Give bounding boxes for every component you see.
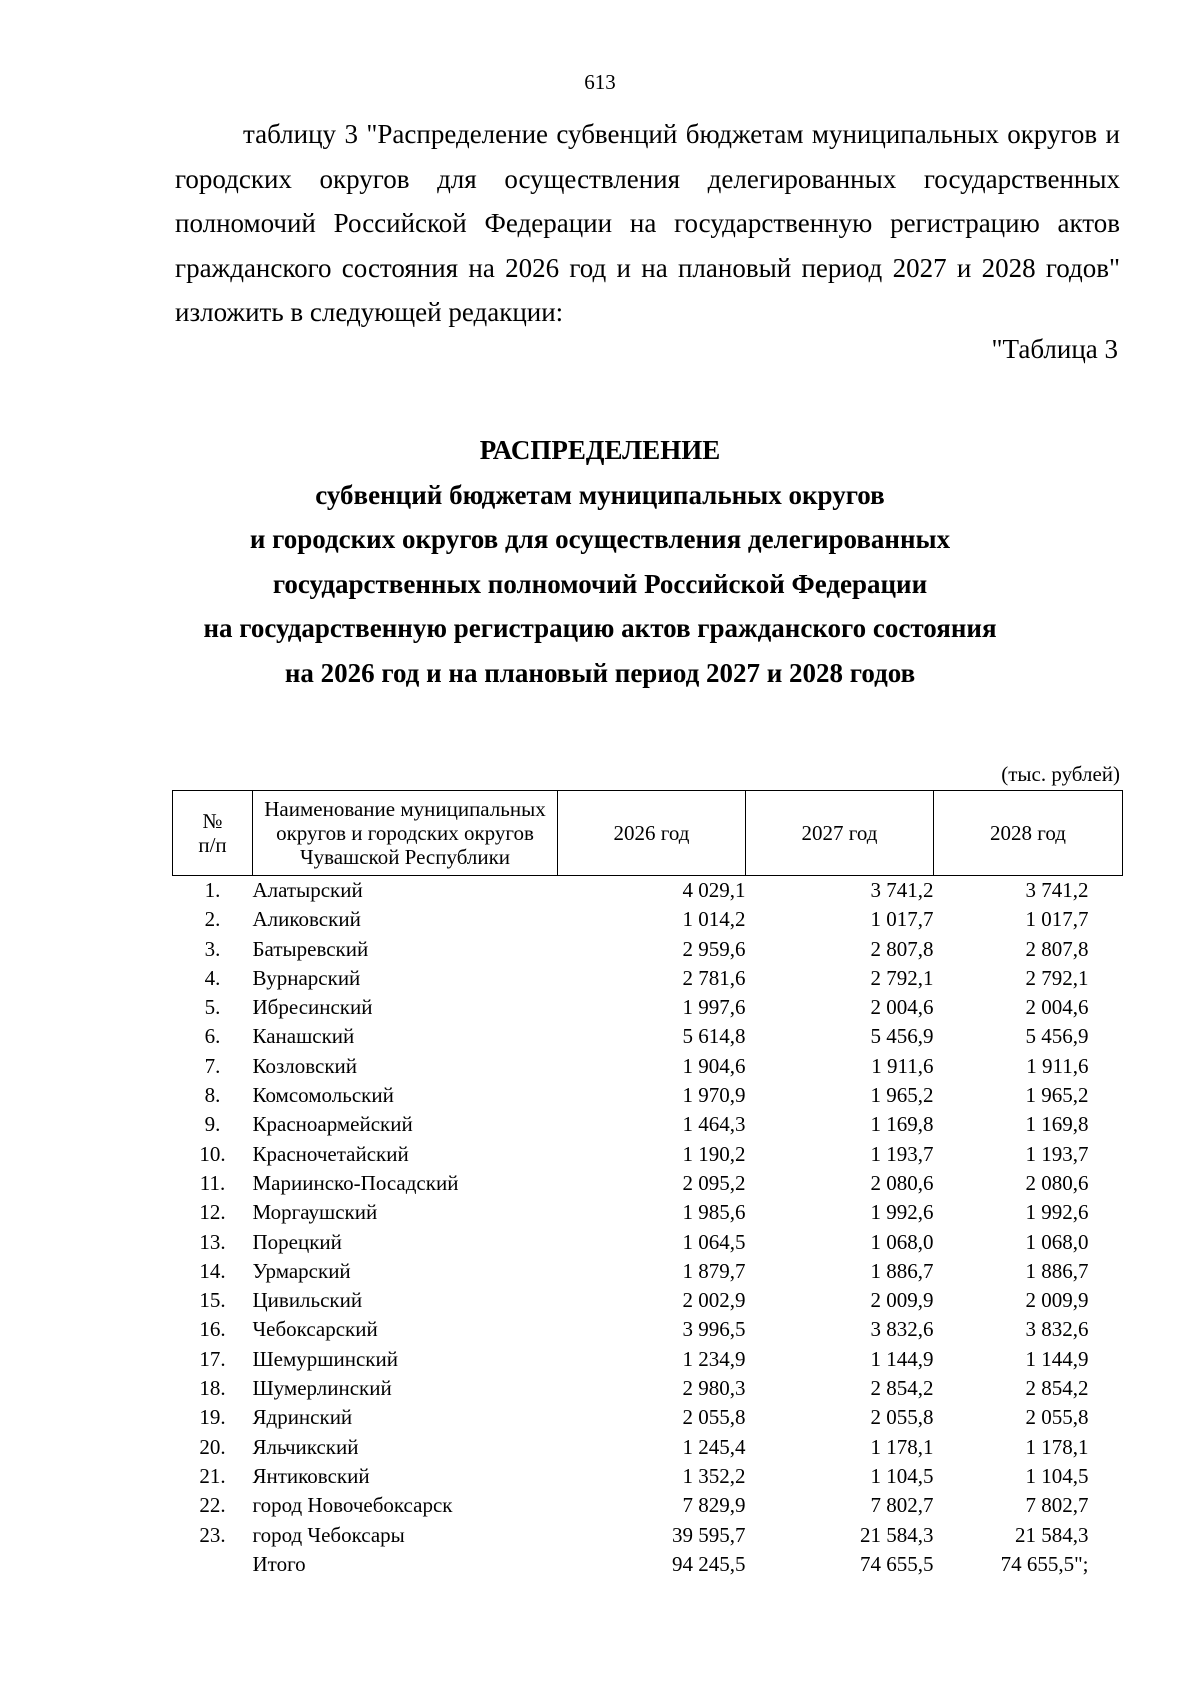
row-number-cell: 19. (199, 1405, 226, 1430)
value-2026-cell: 1 352,2 (682, 1463, 746, 1488)
value-2027-cell: 2 055,8 (870, 1405, 934, 1430)
row-number-cell: 21. (199, 1463, 226, 1488)
value-2026-cell: 1 245,4 (682, 1434, 746, 1459)
value-2028-cell: 1 965,2 (1025, 1083, 1089, 1108)
row-number-cell: 3. (204, 936, 221, 961)
district-name-cell: Ибресинский (252, 995, 373, 1020)
value-2027-cell: 1 992,6 (870, 1200, 934, 1225)
table-row (173, 964, 1123, 993)
value-2028-cell: 3 832,6 (1025, 1317, 1089, 1342)
table-row (173, 1345, 1123, 1374)
table-row (173, 993, 1123, 1022)
value-2026-cell: 39 595,7 (672, 1522, 746, 1547)
value-2028-cell: 1 104,5 (1025, 1463, 1089, 1488)
value-2027-cell: 2 080,6 (870, 1170, 934, 1195)
value-2028-cell: 5 456,9 (1025, 1024, 1089, 1049)
value-2028-cell: 1 886,7 (1025, 1258, 1089, 1283)
table-row (173, 1257, 1123, 1286)
value-2026-cell: 1 190,2 (682, 1141, 746, 1166)
total-row (173, 1550, 1123, 1579)
row-number-cell (173, 1550, 253, 1579)
row-number-cell: 5. (204, 995, 221, 1020)
district-name-cell: Алатырский (252, 878, 363, 902)
row-number-cell: 4. (204, 965, 221, 990)
value-2026-cell: 1 879,7 (682, 1258, 746, 1283)
row-number-cell: 7. (204, 1053, 221, 1078)
intro-paragraph (175, 112, 1120, 335)
table-row (173, 1198, 1123, 1227)
row-number-cell: 17. (199, 1346, 226, 1371)
value-2028-cell: 2 004,6 (1025, 995, 1089, 1020)
value-2028-cell: 1 169,8 (1025, 1112, 1089, 1137)
value-2027-cell: 2 009,9 (870, 1288, 934, 1313)
district-name-cell: Моргаушский (252, 1200, 378, 1225)
district-name-cell: город Новочебоксарск (252, 1493, 453, 1518)
district-name-cell: Аликовский (252, 907, 361, 932)
district-name-cell: Чебоксарский (252, 1317, 378, 1342)
table-row (173, 935, 1123, 964)
value-2028-cell: 2 055,8 (1025, 1405, 1089, 1430)
table-row (173, 1228, 1123, 1257)
table-row (173, 1286, 1123, 1315)
table-row (173, 876, 1123, 906)
row-number-cell: 9. (204, 1112, 221, 1137)
table-row (173, 1110, 1123, 1139)
distribution-table (172, 790, 1123, 1579)
value-2027-cell: 1 104,5 (870, 1463, 934, 1488)
table-row (173, 1374, 1123, 1403)
value-2027-cell: 1 017,7 (870, 907, 934, 932)
value-2028-cell: 21 584,3 (1015, 1522, 1089, 1547)
row-number-cell: 6. (204, 1024, 221, 1049)
row-number-cell: 2. (204, 907, 221, 932)
value-2028-cell: 1 017,7 (1025, 907, 1089, 932)
row-number-cell: 14. (199, 1258, 226, 1283)
district-name-cell: Цивильский (252, 1288, 363, 1313)
value-2026-cell: 2 002,9 (682, 1288, 746, 1313)
value-2027-cell: 1 178,1 (870, 1434, 934, 1459)
district-name-cell: Красночетайский (252, 1141, 409, 1166)
row-number-cell: 10. (199, 1141, 226, 1166)
value-2027-cell: 1 193,7 (870, 1141, 934, 1166)
district-name-cell: Яльчикский (252, 1434, 359, 1459)
row-number-cell: 13. (199, 1229, 226, 1254)
value-2028-cell: 1 992,6 (1025, 1200, 1089, 1225)
value-2027-cell: 1 068,0 (870, 1229, 934, 1254)
value-2027-cell: 1 169,8 (870, 1112, 934, 1137)
value-2028-cell: 1 068,0 (1025, 1229, 1089, 1254)
row-number-cell: 15. (199, 1288, 226, 1313)
value-2027-cell: 3 741,2 (870, 878, 934, 902)
value-2026-cell: 1 234,9 (682, 1346, 746, 1371)
table-row (173, 1169, 1123, 1198)
table-label: "Таблица 3 (991, 334, 1118, 364)
header-num (173, 791, 253, 876)
row-number-cell: 20. (199, 1434, 226, 1459)
value-2028-cell: 74 655,5"; (1000, 1551, 1089, 1576)
district-name-cell: Итого (252, 1551, 306, 1576)
value-2028-cell: 2 854,2 (1025, 1376, 1089, 1401)
district-name-cell: Урмарский (252, 1258, 351, 1283)
value-2026-cell: 2 959,6 (682, 936, 746, 961)
value-2028-cell: 2 792,1 (1025, 965, 1089, 990)
value-2026-cell: 2 095,2 (682, 1170, 746, 1195)
value-2026-cell: 7 829,9 (682, 1493, 746, 1518)
value-2026-cell: 2 055,8 (682, 1405, 746, 1430)
value-2028-cell: 1 178,1 (1025, 1434, 1089, 1459)
row-number-cell: 23. (199, 1522, 226, 1547)
district-name-cell: Батыревский (252, 936, 369, 961)
district-name-cell: Ядринский (252, 1405, 353, 1430)
header-num-line: п/п (198, 833, 227, 857)
value-2027-cell: 1 144,9 (870, 1346, 934, 1371)
value-2027-cell: 1 911,6 (871, 1053, 934, 1078)
row-number-cell: 1. (204, 878, 221, 902)
district-name-cell: Шумерлинский (252, 1376, 392, 1401)
row-number-cell: 8. (204, 1083, 221, 1108)
table-row (173, 1521, 1123, 1550)
value-2026-cell: 3 996,5 (682, 1317, 746, 1342)
district-name-cell: Вурнарский (252, 965, 361, 990)
header-2027: 2027 год (746, 791, 934, 876)
heading-line: государственных полномочий Российской Федерации (272, 568, 928, 599)
units-note: (тыс. рублей) (1001, 762, 1120, 786)
value-2026-cell: 2 781,6 (682, 965, 746, 990)
value-2026-cell: 1 014,2 (682, 907, 746, 932)
table-row (173, 1462, 1123, 1491)
value-2028-cell: 7 802,7 (1025, 1493, 1089, 1518)
heading-title: РАСПРЕДЕЛЕНИЕ (479, 435, 721, 465)
header-name-line: округов и городских округов (276, 821, 534, 845)
value-2027-cell: 5 456,9 (870, 1024, 934, 1049)
district-name-cell: Канашский (252, 1024, 355, 1049)
value-2028-cell: 3 741,2 (1025, 878, 1089, 902)
value-2026-cell: 1 064,5 (682, 1229, 746, 1254)
header-2026: 2026 год (558, 791, 746, 876)
value-2027-cell: 74 655,5 (860, 1551, 934, 1576)
district-name-cell: Порецкий (252, 1229, 342, 1254)
district-name-cell: Козловский (252, 1053, 358, 1078)
heading-line: и городских округов для осуществления делегированных (249, 524, 951, 554)
row-number-cell: 12. (199, 1200, 226, 1225)
table-heading (0, 428, 1200, 695)
row-number-cell: 11. (199, 1170, 226, 1195)
value-2027-cell: 21 584,3 (860, 1522, 934, 1547)
value-2027-cell: 2 792,1 (870, 965, 934, 990)
table-row (173, 1315, 1123, 1344)
intro-text: таблицу 3 "Распределение субвенций бюджетам муниципальных округов и городских округов для осуществления делегированных государственных полномочий Российской Федерации на государственную регистрацию актов гражданского состояния на 2026 год и на плановый период 2027 и 2028 годов" изложить в следующей редакции: (175, 119, 1120, 327)
value-2026-cell: 5 614,8 (682, 1024, 746, 1049)
value-2026-cell: 1 985,6 (682, 1200, 746, 1225)
table-row (173, 1403, 1123, 1432)
district-name-cell: Янтиковский (252, 1463, 370, 1488)
value-2027-cell: 2 807,8 (870, 936, 934, 961)
row-number-cell: 22. (199, 1493, 226, 1518)
district-name-cell: Шемуршинский (252, 1346, 398, 1371)
heading-line: на 2026 год и на плановый период 2027 и 2028 годов (284, 657, 916, 688)
value-2028-cell: 2 807,8 (1025, 936, 1089, 961)
table-row (173, 1081, 1123, 1110)
heading-line: субвенций бюджетам муниципальных округов (315, 479, 885, 510)
row-number-cell: 18. (199, 1376, 226, 1401)
table-row (173, 1433, 1123, 1462)
value-2026-cell: 4 029,1 (682, 878, 746, 902)
header-name (253, 791, 558, 876)
district-name-cell: Комсомольский (252, 1083, 394, 1108)
value-2027-cell: 1 965,2 (870, 1083, 934, 1108)
header-num-line: № (202, 809, 223, 833)
value-2028-cell: 1 911,6 (1026, 1053, 1089, 1078)
page-number: 613 (584, 70, 616, 94)
table-row (173, 1022, 1123, 1051)
value-2026-cell: 1 464,3 (682, 1112, 746, 1137)
heading-line: на государственную регистрацию актов гражданского состояния (203, 613, 997, 643)
value-2027-cell: 3 832,6 (870, 1317, 934, 1342)
value-2028-cell: 2 009,9 (1025, 1288, 1089, 1313)
header-2028: 2028 год (934, 791, 1123, 876)
table-row (173, 1491, 1123, 1520)
district-name-cell: город Чебоксары (252, 1522, 405, 1547)
value-2026-cell: 1 997,6 (682, 995, 746, 1020)
table-header-row (173, 791, 1123, 876)
value-2027-cell: 1 886,7 (870, 1258, 934, 1283)
value-2026-cell: 1 970,9 (682, 1083, 746, 1108)
header-name-line: Чувашской Республики (299, 845, 511, 869)
value-2028-cell: 1 193,7 (1025, 1141, 1089, 1166)
district-name-cell: Красноармейский (252, 1112, 413, 1137)
table-row (173, 1140, 1123, 1169)
table-row (173, 1052, 1123, 1081)
value-2028-cell: 2 080,6 (1025, 1170, 1089, 1195)
value-2027-cell: 2 004,6 (870, 995, 934, 1020)
value-2026-cell: 2 980,3 (682, 1376, 746, 1401)
value-2028-cell: 1 144,9 (1025, 1346, 1089, 1371)
row-number-cell: 16. (199, 1317, 226, 1342)
value-2026-cell: 94 245,5 (672, 1551, 746, 1576)
table-body (173, 876, 1123, 1580)
table-row (173, 905, 1123, 934)
district-name-cell: Мариинско-Посадский (252, 1170, 459, 1195)
value-2027-cell: 7 802,7 (870, 1493, 934, 1518)
value-2027-cell: 2 854,2 (870, 1376, 934, 1401)
header-name-line: Наименование муниципальных (264, 797, 546, 821)
value-2026-cell: 1 904,6 (682, 1053, 746, 1078)
